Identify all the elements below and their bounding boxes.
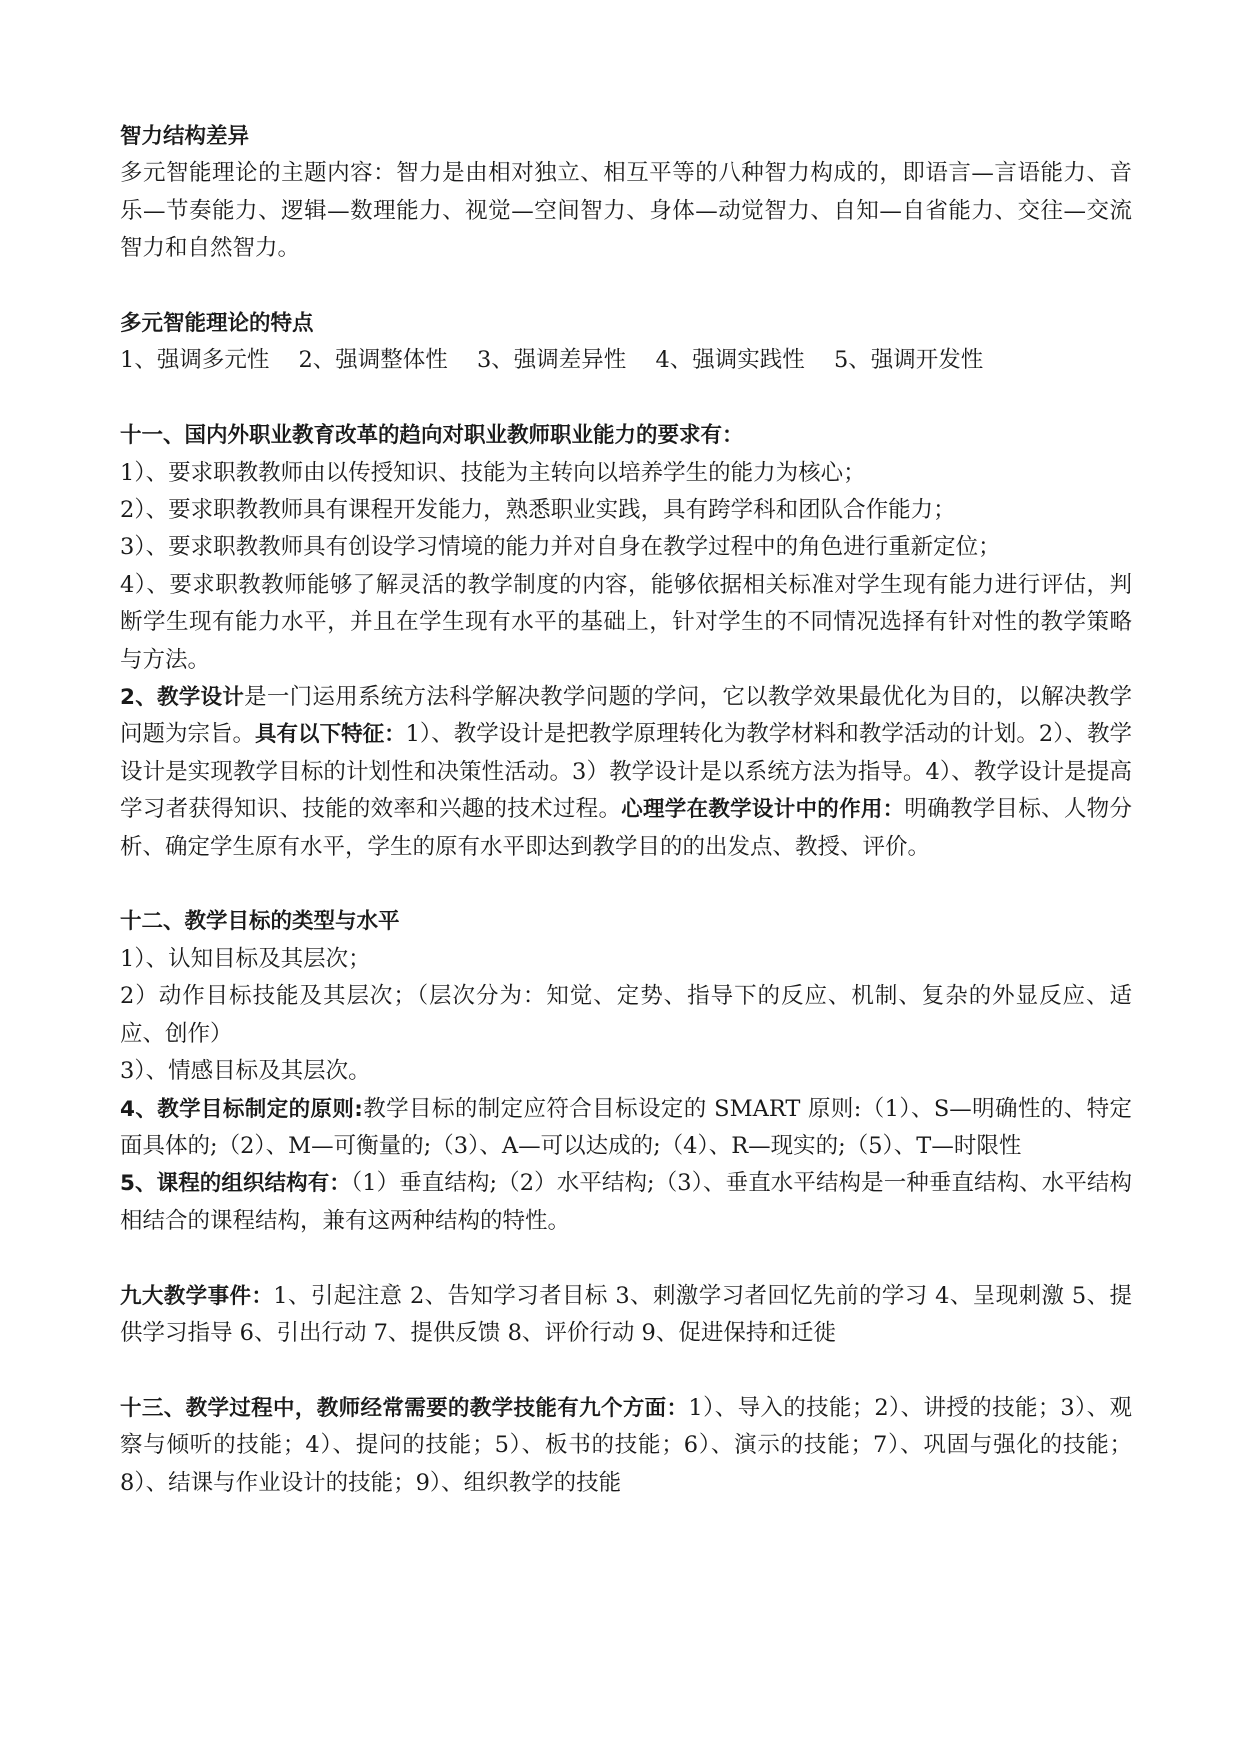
course-structure-text: （1）垂直结构;（2）水平结构;（3）、垂直水平结构是一种垂直结构、水平结构相结合的课程结构，兼有这两种结构的特性。 xyxy=(120,1170,1133,1234)
design-features-label: 具有以下特征： xyxy=(255,722,406,748)
course-structure-paragraph xyxy=(120,1165,1132,1240)
teaching-skills-text: 1）、导入的技能；2）、讲授的技能；3）、观察与倾听的技能；4）、提问的技能；5）、板书的技能；6）、演示的技能；7）、巩固与强化的技能；8）、结课与作业设计的技能；9）、组织教学的技能 xyxy=(120,1394,1132,1496)
spacer xyxy=(120,380,1132,417)
psychology-role-label: 心理学在教学设计中的作用： xyxy=(621,797,905,823)
feature-item: 3、强调差异性 xyxy=(476,347,627,374)
feature-item: 1、强调多元性 xyxy=(120,347,270,374)
spacer xyxy=(120,268,1132,305)
teaching-skills-label: 十三、教学过程中，教师经常需要的教学技能有九个方面： xyxy=(120,1395,689,1421)
section-11-item: 4）、要求职教教师能够了解灵活的教学制度的内容，能够依据相关标准对学生现有能力进行评估，判断学生现有能力水平，并且在学生现有水平的基础上，针对学生的不同情况选择有针对性的教学策略与方法。 xyxy=(120,571,1132,673)
document-page xyxy=(120,118,1132,1502)
feature-item: 5、强调开发性 xyxy=(833,347,984,374)
intelligence-body: 多元智能理论的主题内容：智力是由相对独立、相互平等的八种智力构成的，即语言—言语能力、音乐—节奏能力、逻辑—数理能力、视觉—空间智力、身体—动觉智力、自知—自省能力、交往—交流智力和自然智力。 xyxy=(120,160,1132,262)
section-11-item: 1）、要求职教教师由以传授知识、技能为主转向以培养学生的能力为核心； xyxy=(120,459,866,486)
section-11-item: 3）、要求职教教师具有创设学习情境的能力并对自身在教学过程中的角色进行重新定位； xyxy=(120,534,1001,561)
features-heading: 多元智能理论的特点 xyxy=(120,311,314,337)
features-list xyxy=(120,342,1132,379)
feature-item: 2、强调整体性 xyxy=(298,347,448,374)
design-term: 2、教学设计 xyxy=(120,685,245,711)
psychology-role-text: 明确教学目标、人物分析、确定学生原有水平，学生的原有水平即达到教学目的的出发点、教授、评价。 xyxy=(120,796,1132,860)
spacer xyxy=(120,1240,1132,1277)
course-structure-label: 5、课程的组织结构有： xyxy=(120,1171,351,1197)
section-12-heading: 十二、教学目标的类型与水平 xyxy=(120,909,400,935)
instructional-design-paragraph xyxy=(120,679,1132,866)
design-definition: 是一门运用系统方法科学解决教学问题的学问，它以教学效果最优化为目的，以解决教学问题为宗旨。 xyxy=(120,684,1132,748)
smart-principle-paragraph xyxy=(120,1091,1132,1166)
section-12-item: 3）、情感目标及其层次。 xyxy=(120,1058,371,1085)
spacer xyxy=(120,1352,1132,1389)
teaching-events-text: 1、引起注意 2、告知学习者目标 3、刺激学习者回忆先前的学习 4、呈现刺激 5、提供学习指导 6、引出行动 7、提供反馈 8、评价行动 9、促进保持和迁徙 xyxy=(120,1282,1132,1346)
smart-principle-label: 4、教学目标制定的原则: xyxy=(120,1096,363,1122)
teaching-skills-paragraph xyxy=(120,1390,1132,1502)
feature-item: 4、强调实践性 xyxy=(655,347,805,374)
design-features-text: 1）、教学设计是把教学原理转化为教学材料和教学活动的计划。2）、教学设计是实现教学目标的计划性和决策性活动。3）教学设计是以系统方法为指导。4）、教学设计是提高学习者获得知识、技能的效率和兴趣的技术过程。 xyxy=(120,721,1132,823)
section-12-item: 1）、认知目标及其层次； xyxy=(120,945,371,972)
teaching-events-paragraph xyxy=(120,1278,1132,1353)
section-11-heading: 十一、国内外职业教育改革的趋向对职业教师职业能力的要求有： xyxy=(120,423,744,449)
smart-principle-text: 教学目标的制定应符合目标设定的 SMART 原则:（1）、S—明确性的、特定面具体的;（2）、M—可衡量的;（3）、A—可以达成的;（4）、R—现实的;（5）、T—时限性 xyxy=(120,1095,1133,1159)
section-12-item: 2）动作目标技能及其层次；（层次分为：知觉、定势、指导下的反应、机制、复杂的外显反应、适应、创作） xyxy=(120,983,1132,1047)
section-11-item: 2）、要求职教教师具有课程开发能力，熟悉职业实践，具有跨学科和团队合作能力； xyxy=(120,497,956,524)
intelligence-heading: 智力结构差异 xyxy=(120,124,250,149)
spacer xyxy=(120,866,1132,903)
teaching-events-label: 九大教学事件： xyxy=(120,1283,274,1309)
